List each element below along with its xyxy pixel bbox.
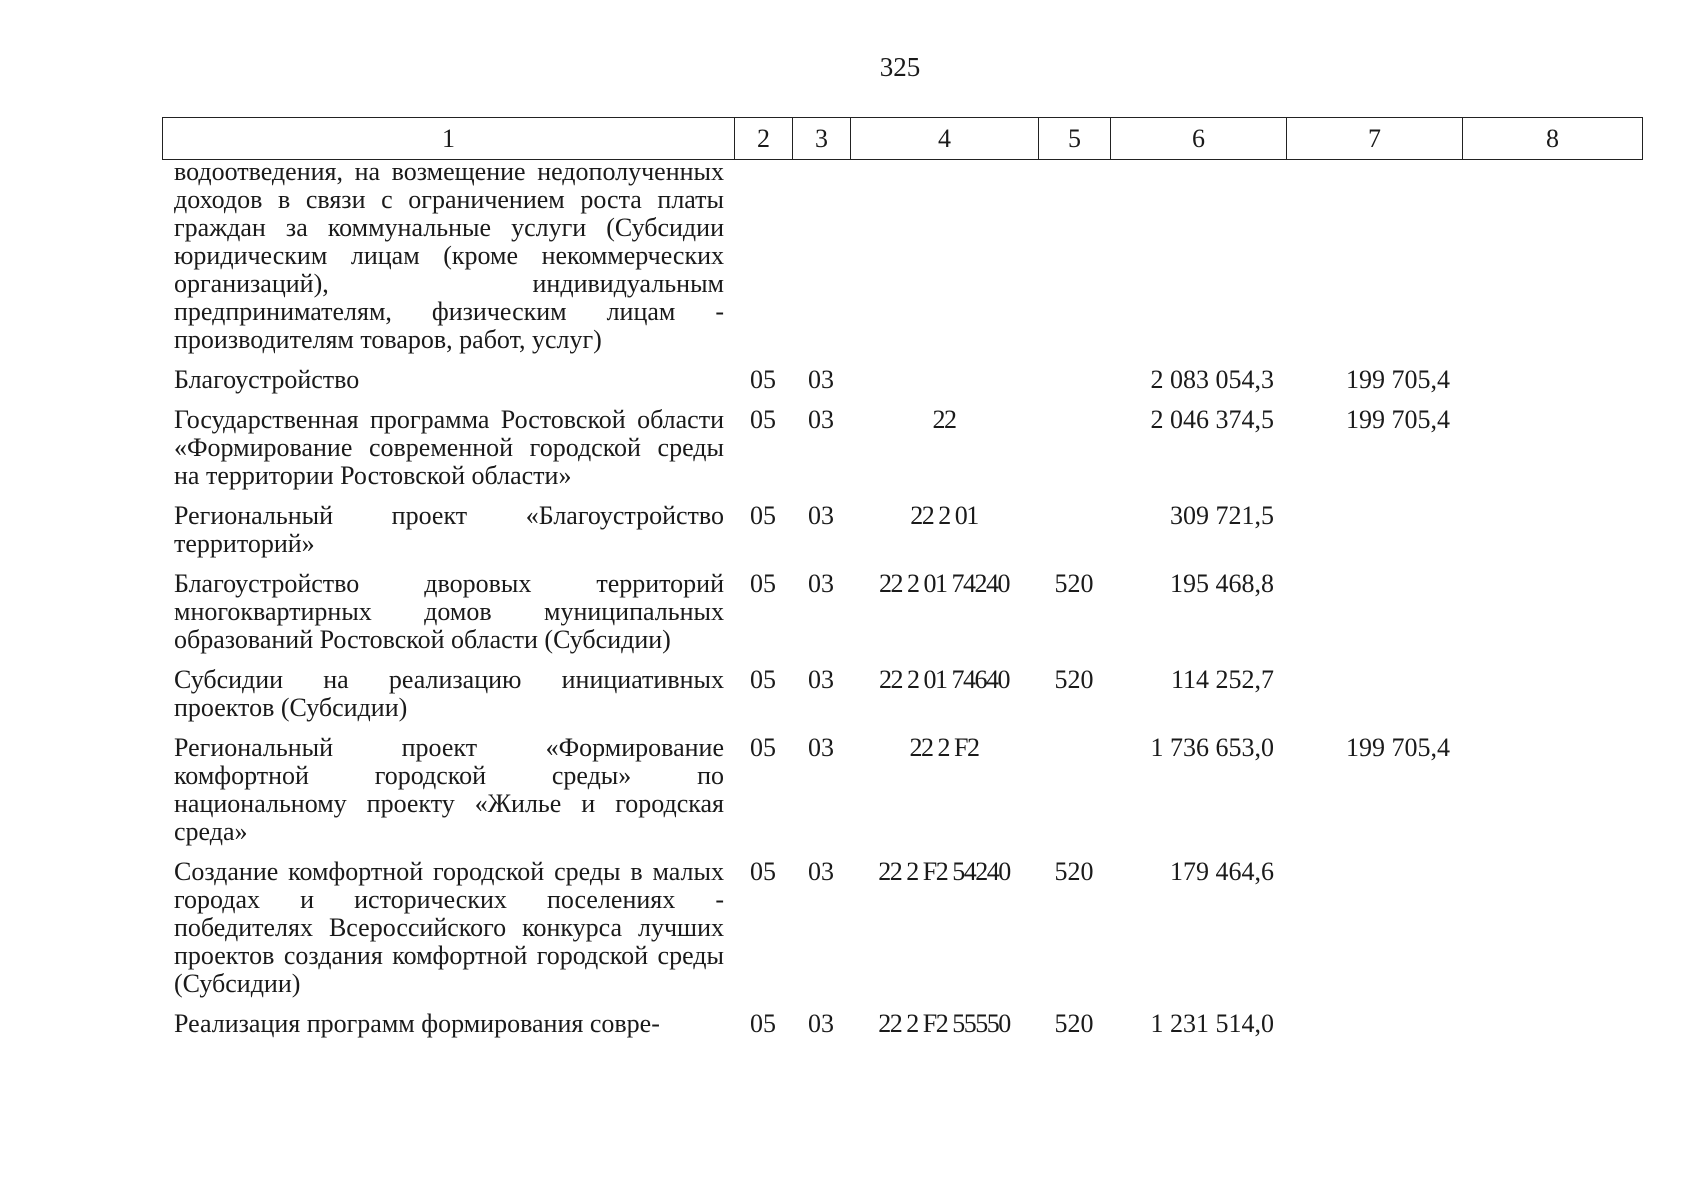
table-row: [162, 666, 1642, 734]
expense-type-code: [1038, 406, 1110, 502]
column-number: 3: [793, 118, 851, 160]
row-name: Субсидии на реализацию инициативных проектов (Субсидии): [174, 665, 724, 722]
section-code: 05: [750, 733, 776, 762]
expense-type-code: [1038, 366, 1110, 406]
amount-col8: [1462, 734, 1642, 858]
expense-type-code: 520: [1054, 665, 1094, 694]
amount-col7: [1286, 570, 1462, 666]
amount-col8: [1462, 406, 1642, 502]
column-number: 7: [1287, 118, 1463, 160]
row-name: Реализация программ формирования совре-: [174, 1009, 660, 1038]
table-row: [162, 570, 1642, 666]
column-number: 8: [1463, 118, 1643, 160]
column-number: 2: [735, 118, 793, 160]
amount-col7: 199 705,4: [1346, 365, 1450, 394]
expense-type-code: 520: [1054, 857, 1094, 886]
subsection-code: [792, 158, 850, 366]
target-article-code: [850, 366, 1038, 406]
amount-col6: 309 721,5: [1170, 501, 1274, 530]
amount-col6: 1 231 514,0: [1150, 1009, 1274, 1038]
target-article-code: 22 2 01 74240: [879, 569, 1009, 598]
row-name: Региональный проект «Формирование комфортной городской среды» по национальному проекту «Жилье и городская среда»: [174, 733, 724, 846]
subsection-code: 03: [808, 857, 834, 886]
target-article-code: 22 2 01 74640: [879, 665, 1009, 694]
column-number: 5: [1039, 118, 1111, 160]
expense-type-code: [1038, 734, 1110, 858]
amount-col8: [1462, 858, 1642, 1010]
expense-type-code: 520: [1054, 569, 1094, 598]
target-article-code: 22: [932, 405, 956, 434]
row-name: Создание комфортной городской среды в малых городах и исторических поселениях - победителях Всероссийского конкурса лучших проектов создания комфортной городской среды (Субсидии): [174, 857, 724, 998]
row-name: Региональный проект «Благоустройство территорий»: [174, 501, 724, 558]
page-number: 325: [879, 52, 921, 82]
amount-col7: [1286, 858, 1462, 1010]
table-row: [162, 502, 1642, 570]
subsection-code: 03: [808, 501, 834, 530]
section-code: 05: [750, 405, 776, 434]
row-name: Государственная программа Ростовской области «Формирование современной городской среды на территории Ростовской области»: [174, 405, 724, 490]
amount-col6: 179 464,6: [1170, 857, 1274, 886]
column-number-header: [162, 117, 1643, 160]
target-article-code: 22 2 F2: [909, 733, 979, 762]
expense-type-code: [1038, 158, 1110, 366]
row-name: водоотведения, на возмещение недополученных доходов в связи с ограничением роста платы граждан за коммунальные услуги (Субсидии юридическим лицам (кроме некоммерческих организаций), индивидуальным предпринимателям, физическим лицам - производителям товаров, работ, услуг): [174, 157, 724, 354]
expense-type-code: [1038, 502, 1110, 570]
subsection-code: 03: [808, 665, 834, 694]
amount-col6: [1110, 158, 1286, 366]
column-number: 1: [163, 118, 735, 160]
table-row: [162, 1010, 1642, 1050]
amount-col8: [1462, 158, 1642, 366]
amount-col7: [1286, 666, 1462, 734]
amount-col7: 199 705,4: [1346, 405, 1450, 434]
subsection-code: 03: [808, 365, 834, 394]
amount-col8: [1462, 366, 1642, 406]
section-code: 05: [750, 501, 776, 530]
table-row: [162, 158, 1642, 366]
table-row: [162, 858, 1642, 1010]
target-article-code: 22 2 F2 54240: [878, 857, 1010, 886]
budget-table: [162, 158, 1642, 1050]
table-row: [162, 734, 1642, 858]
subsection-code: 03: [808, 569, 834, 598]
subsection-code: 03: [808, 405, 834, 434]
subsection-code: 03: [808, 1009, 834, 1038]
target-article-code: 22 2 01: [910, 501, 978, 530]
amount-col8: [1462, 502, 1642, 570]
section-code: 05: [750, 1009, 776, 1038]
target-article-code: [850, 158, 1038, 366]
amount-col7: [1286, 502, 1462, 570]
amount-col6: 2 046 374,5: [1150, 405, 1274, 434]
expense-type-code: 520: [1054, 1009, 1094, 1038]
column-number: 4: [851, 118, 1039, 160]
amount-col7: [1286, 158, 1462, 366]
amount-col8: [1462, 570, 1642, 666]
target-article-code: 22 2 F2 55550: [878, 1009, 1010, 1038]
row-name: Благоустройство дворовых территорий многоквартирных домов муниципальных образований Ростовской области (Субсидии): [174, 569, 724, 654]
column-number: 6: [1111, 118, 1287, 160]
amount-col8: [1462, 666, 1642, 734]
header-row: [163, 118, 1643, 160]
section-code: [734, 158, 792, 366]
section-code: 05: [750, 569, 776, 598]
section-code: 05: [750, 665, 776, 694]
amount-col6: 2 083 054,3: [1150, 365, 1274, 394]
amount-col7: [1286, 1010, 1462, 1050]
amount-col7: 199 705,4: [1346, 733, 1450, 762]
table-row: [162, 406, 1642, 502]
amount-col6: 1 736 653,0: [1150, 733, 1274, 762]
section-code: 05: [750, 365, 776, 394]
amount-col8: [1462, 1010, 1642, 1050]
amount-col6: 114 252,7: [1170, 665, 1274, 694]
table-row: [162, 366, 1642, 406]
subsection-code: 03: [808, 733, 834, 762]
row-name: Благоустройство: [174, 365, 360, 394]
section-code: 05: [750, 857, 776, 886]
amount-col6: 195 468,8: [1170, 569, 1274, 598]
